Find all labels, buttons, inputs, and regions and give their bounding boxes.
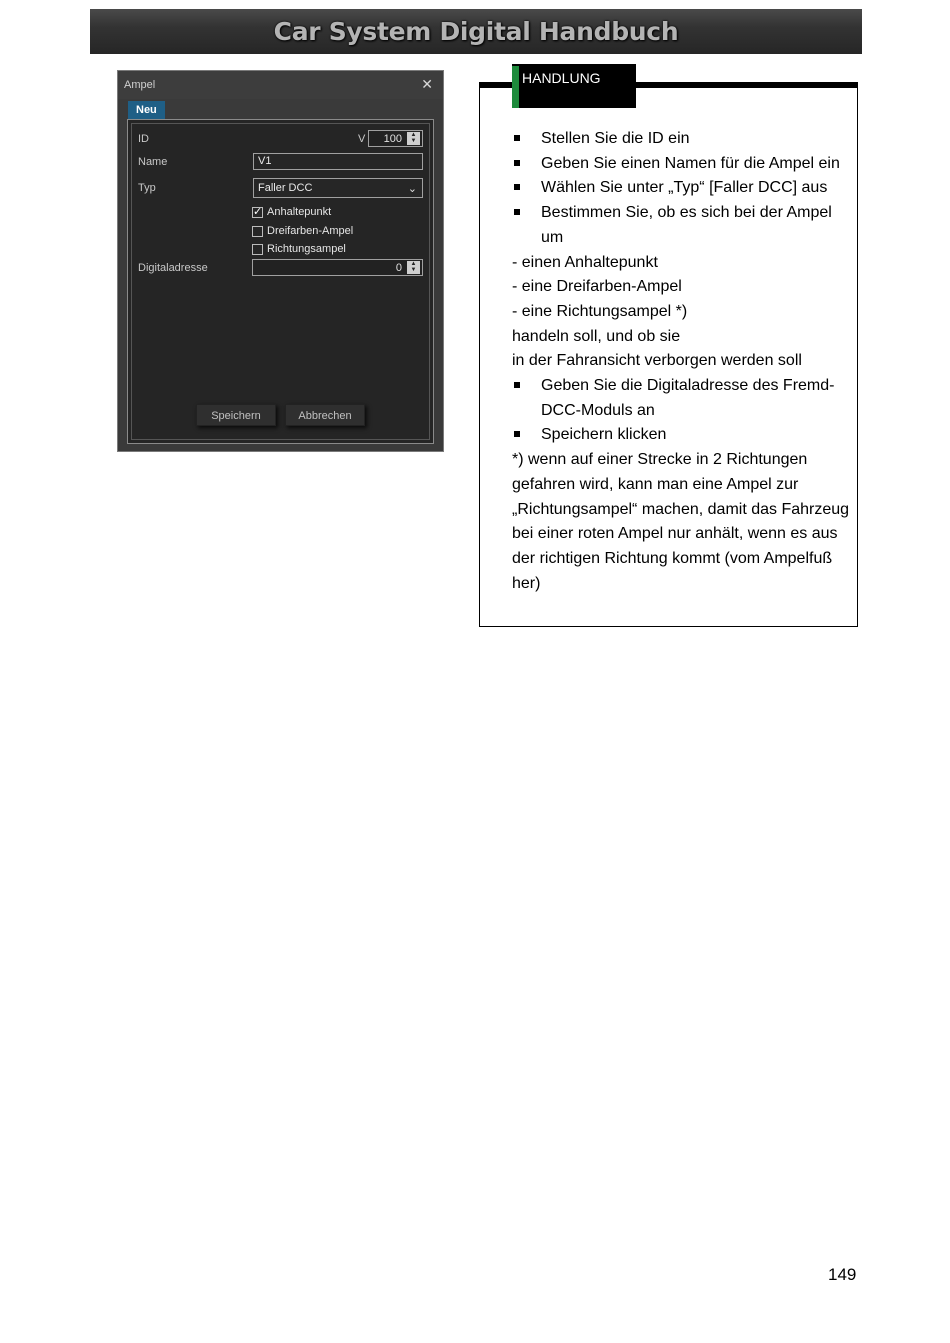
tag-accent: [512, 66, 519, 108]
text-line: - eine Richtungsampel *): [512, 302, 688, 320]
typ-select[interactable]: [253, 178, 423, 198]
list-item: Geben Sie einen Namen für die Ampel ein: [512, 152, 857, 177]
instruction-content: [512, 127, 857, 596]
save-button[interactable]: Speichern: [196, 404, 276, 426]
footnote-text: *) wenn auf einer Strecke in 2 Richtungen gefahren wird, kann man eine Ampel zur „Richtungsampel“ machen, damit das Fahrzeug bei einer roten Ampel nur anhält, wenn es aus der richtigen Richtung kommt (vom Ampelfuß her): [512, 451, 850, 592]
checkbox-anhaltepunkt[interactable]: [252, 206, 331, 218]
section-tag: [512, 64, 636, 108]
ampel-dialog: [117, 70, 444, 452]
id-value: 100: [383, 133, 402, 145]
checkbox-unchecked-icon[interactable]: [252, 244, 263, 255]
digitaladresse-stepper[interactable]: [252, 259, 423, 276]
digitaladresse-label: Digitaladresse: [138, 262, 208, 274]
list-item: Speichern klicken: [512, 423, 857, 448]
checkbox-unchecked-icon[interactable]: [252, 226, 263, 237]
name-label: Name: [138, 156, 168, 168]
list-item: Bestimmen Sie, ob es sich bei der Ampel um: [512, 201, 857, 250]
list-item: Geben Sie die Digitaladresse des Fremd-DCC-Moduls an: [512, 374, 857, 423]
chevron-down-icon: ⌄: [407, 183, 417, 195]
checkbox-dreifarben-ampel[interactable]: [252, 225, 353, 237]
text-line: in der Fahransicht verborgen werden soll: [512, 352, 802, 370]
typ-selected-value: Faller DCC: [258, 182, 313, 194]
id-stepper[interactable]: [368, 130, 423, 147]
spin-arrows-icon[interactable]: ▲ ▼: [407, 132, 420, 145]
dialog-form: [131, 123, 430, 440]
list-item: Stellen Sie die ID ein: [512, 127, 857, 152]
tab-neu[interactable]: Neu: [128, 101, 165, 119]
dialog-titlebar: [118, 71, 443, 99]
v-label: V: [358, 133, 366, 145]
dialog-tabs: [128, 101, 165, 119]
checkbox-checked-icon[interactable]: ✓: [253, 205, 263, 218]
dialog-body: [127, 119, 434, 444]
dialog-title: Ampel: [124, 79, 156, 91]
cancel-button[interactable]: Abbrechen: [285, 404, 365, 426]
checkbox-label: Dreifarben-Ampel: [267, 225, 354, 237]
checkbox-richtungsampel[interactable]: [252, 243, 346, 255]
page-number: 149: [828, 1265, 857, 1284]
text-line: - eine Dreifarben-Ampel: [512, 278, 682, 296]
id-label: ID: [138, 133, 149, 145]
list-item: Wählen Sie unter „Typ“ [Faller DCC] aus: [512, 176, 857, 201]
close-icon[interactable]: ✕: [421, 76, 433, 92]
spin-arrows-icon[interactable]: ▲ ▼: [407, 261, 420, 274]
checkbox-label: Anhaltepunkt: [267, 206, 332, 218]
name-field[interactable]: V1: [253, 153, 423, 170]
page-header-banner: [90, 9, 862, 54]
text-line: - einen Anhaltepunkt: [512, 253, 658, 271]
page-header-title: Car System Digital Handbuch: [273, 17, 679, 46]
section-tag-label: HANDLUNG: [522, 70, 601, 86]
text-line: handeln soll, und ob sie: [512, 327, 681, 345]
digitaladresse-value: 0: [395, 262, 402, 274]
typ-label: Typ: [138, 182, 156, 194]
checkbox-label: Richtungsampel: [267, 243, 346, 255]
